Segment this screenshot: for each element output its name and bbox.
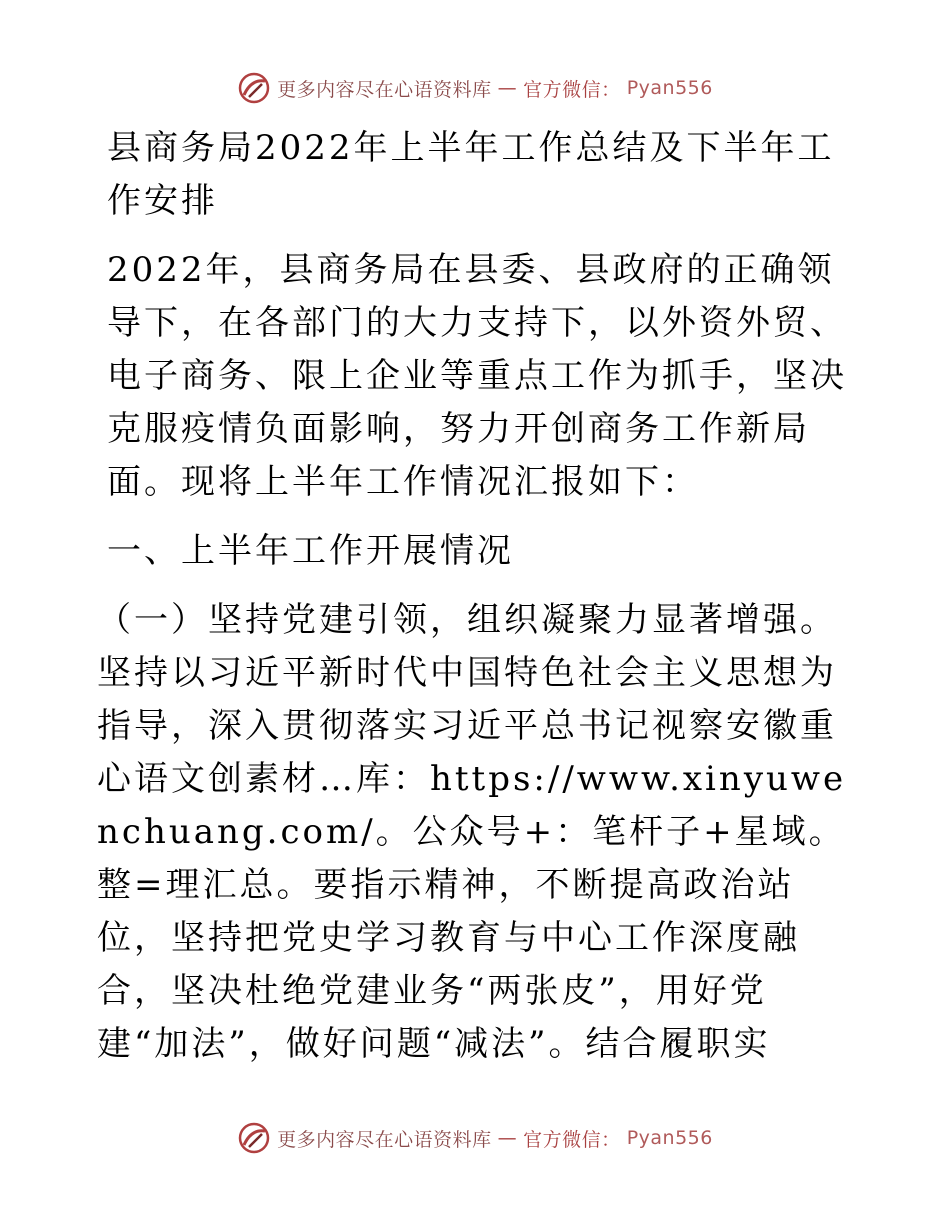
header-watermark [0,71,950,105]
section-heading: 一、上半年工作开展情况 [107,531,514,571]
watermark-contact: 官方微信： [523,78,621,101]
watermark-brand: 更多内容尽在心语资料库 [277,1128,492,1151]
watermark-contact: 官方微信： [523,1128,621,1151]
footer-watermark [0,1121,950,1155]
section-paragraph: （一）坚持党建引领，组织凝聚力显著增强。坚持以习近平新时代中国特色社会主义思想为指导，深入贯彻落实习近平总书记视察安徽重心语文创素材…库：https://www.xinyuwenchuang.com/。公众号+：笔杆子+星域。整=理汇总。要指示精神，不断提高政治站位，坚持把党史学习教育与中心工作深度融合，坚决杜绝党建业务“两张皮”，用好党建“加法”，做好问题“减法”。结合履职实 [97,600,847,1064]
document-title: 县商务局2022年上半年工作总结及下半年工作安排 [107,128,835,221]
document-body [97,122,849,1071]
intro-paragraph: 2022年，县商务局在县委、县政府的正确领导下，在各部门的大力支持下，以外资外贸、电子商务、限上企业等重点工作为抓手，坚决克服疫情负面影响，努力开创商务工作新局面。现将上半年工作情况汇报如下： [107,250,847,502]
brand-logo-icon [237,71,271,105]
watermark-separator: — [497,1127,518,1149]
watermark-wechat-id: Pyan556 [626,1127,713,1149]
watermark-wechat-id: Pyan556 [626,77,713,99]
brand-logo-icon [237,1121,271,1155]
watermark-brand: 更多内容尽在心语资料库 [277,78,492,101]
watermark-separator: — [497,77,518,99]
